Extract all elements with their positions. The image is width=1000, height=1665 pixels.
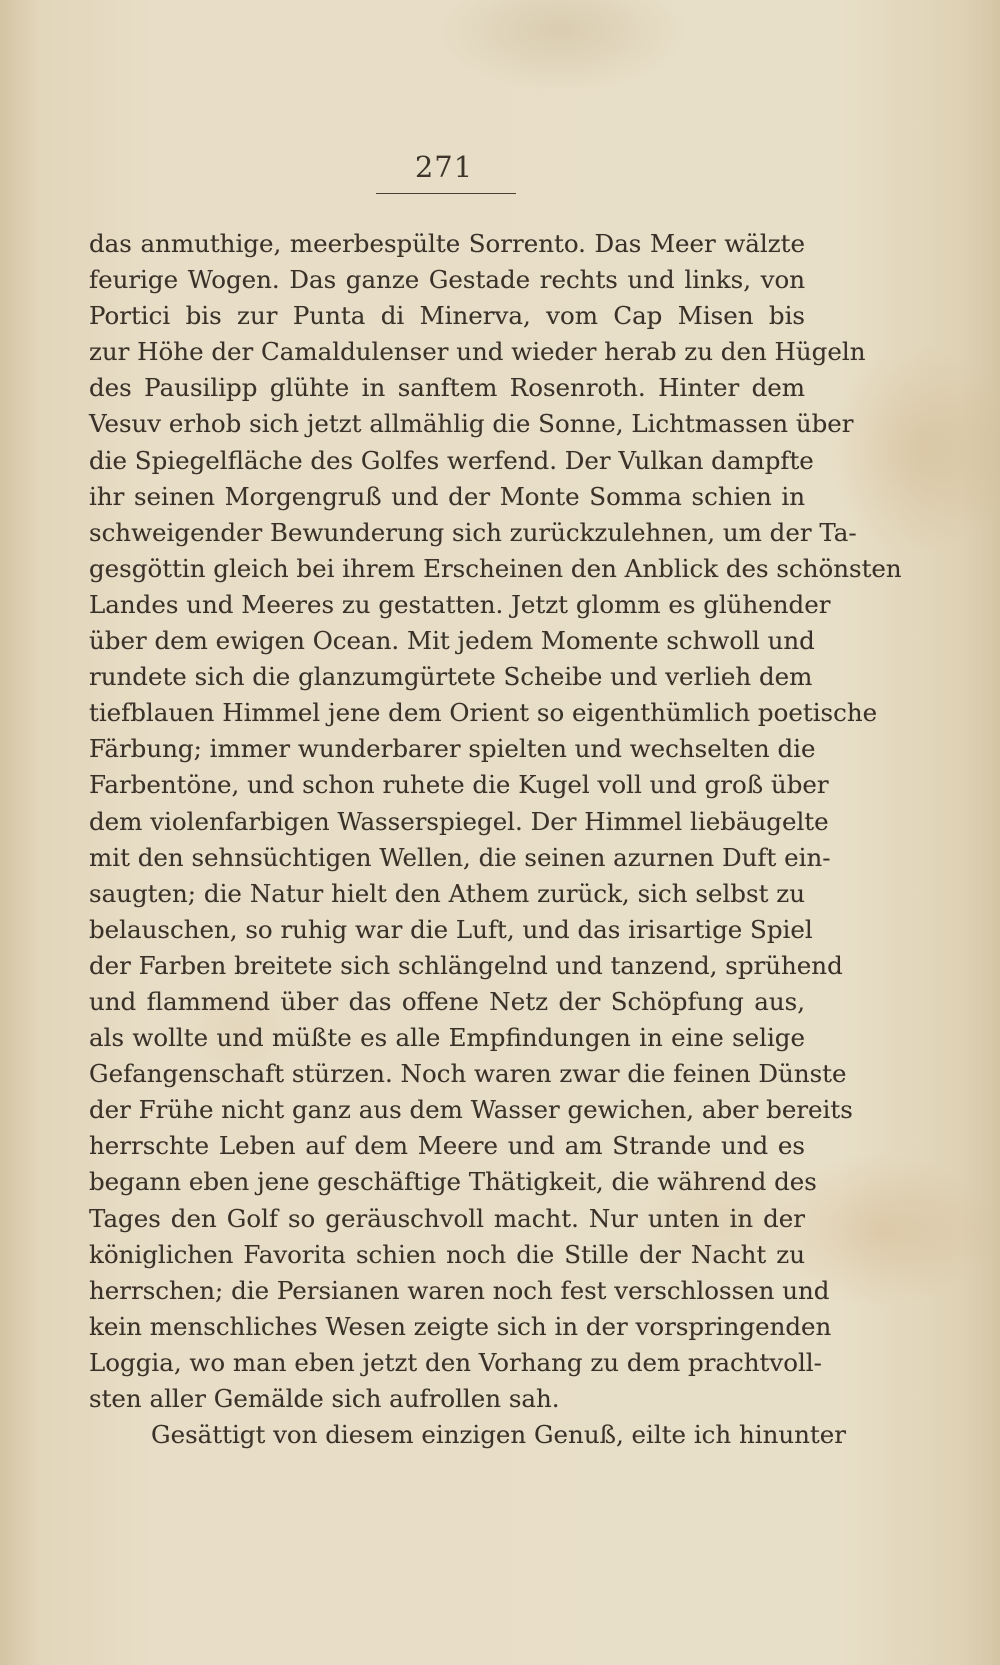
text-line: tiefblauen Himmel jene dem Orient so eigenthümlich poetische: [89, 698, 878, 728]
text-line: der Frühe nicht ganz aus dem Wasser gewichen, aber bereits: [89, 1095, 853, 1125]
text-line: sten aller Gemälde sich aufrollen sah.: [89, 1384, 560, 1413]
text-line: Gefangenschaft stürzen. Noch waren zwar die feinen Dünste: [89, 1059, 847, 1089]
text-line: und flammend über das offene Netz der Schöpfung aus,: [89, 986, 805, 1016]
text-line: Tages den Golf so geräuschvoll macht. Nur unten in der: [89, 1203, 805, 1233]
text-line: Portici bis zur Punta di Minerva, vom Cap Misen bis: [89, 301, 805, 331]
text-line: begann eben jene geschäftige Thätigkeit, die während des: [89, 1167, 817, 1197]
text-line: des Pausilipp glühte in sanftem Rosenroth. Hinter dem: [89, 373, 805, 403]
text-line: die Spiegelfläche des Golfes werfend. Der Vulkan dampfte: [89, 445, 814, 475]
text-line: zur Höhe der Camaldulenser und wieder herab zu den Hügeln: [89, 337, 866, 367]
text-line: königlichen Favorita schien noch die Stille der Nacht zu: [89, 1239, 805, 1269]
body-text: [89, 226, 902, 1453]
text-line: kein menschliches Wesen zeigte sich in der vorspringenden: [89, 1311, 832, 1341]
text-line: schweigender Bewunderung sich zurückzulehnen, um der Ta-: [89, 517, 857, 547]
text-line: belauschen, so ruhig war die Luft, und das irisartige Spiel: [89, 914, 813, 944]
text-line: Färbung; immer wunderbarer spielten und wechselten die: [89, 734, 816, 764]
text-line: Farbentöne, und schon ruhete die Kugel voll und groß über: [89, 770, 829, 800]
text-line: Landes und Meeres zu gestatten. Jetzt glomm es glühender: [89, 589, 831, 619]
text-line: Loggia, wo man eben jetzt den Vorhang zu dem prachtvoll-: [89, 1347, 822, 1377]
text-line: gesgöttin gleich bei ihrem Erscheinen den Anblick des schönsten: [89, 553, 902, 583]
text-line: herrschen; die Persianen waren noch fest verschlossen und: [89, 1275, 830, 1305]
text-line: dem violenfarbigen Wasserspiegel. Der Himmel liebäugelte: [89, 806, 829, 836]
text-line: über dem ewigen Ocean. Mit jedem Momente schwoll und: [89, 626, 815, 656]
text-line: mit den sehnsüchtigen Wellen, die seinen azurnen Duft ein-: [89, 842, 831, 872]
page-number: 271: [414, 150, 474, 184]
header-rule: [376, 193, 516, 194]
text-line: feurige Wogen. Das ganze Gestade rechts und links, von: [89, 265, 805, 295]
text-line: als wollte und müßte es alle Empfindungen in eine selige: [89, 1023, 805, 1053]
text-line: herrschte Leben auf dem Meere und am Strande und es: [89, 1131, 805, 1161]
text-line: ihr seinen Morgengruß und der Monte Somma schien in: [89, 481, 805, 511]
text-line: Vesuv erhob sich jetzt allmählig die Sonne, Lichtmassen über: [89, 409, 854, 439]
text-line: saugten; die Natur hielt den Athem zurück, sich selbst zu: [89, 878, 805, 908]
text-line: Gesättigt von diesem einzigen Genuß, eilte ich hinunter: [151, 1420, 846, 1450]
text-line: der Farben breitete sich schlängelnd und tanzend, sprühend: [89, 950, 843, 980]
text-line: das anmuthige, meerbespülte Sorrento. Das Meer wälzte: [89, 229, 805, 258]
text-line: rundete sich die glanzumgürtete Scheibe und verlieh dem: [89, 662, 813, 692]
